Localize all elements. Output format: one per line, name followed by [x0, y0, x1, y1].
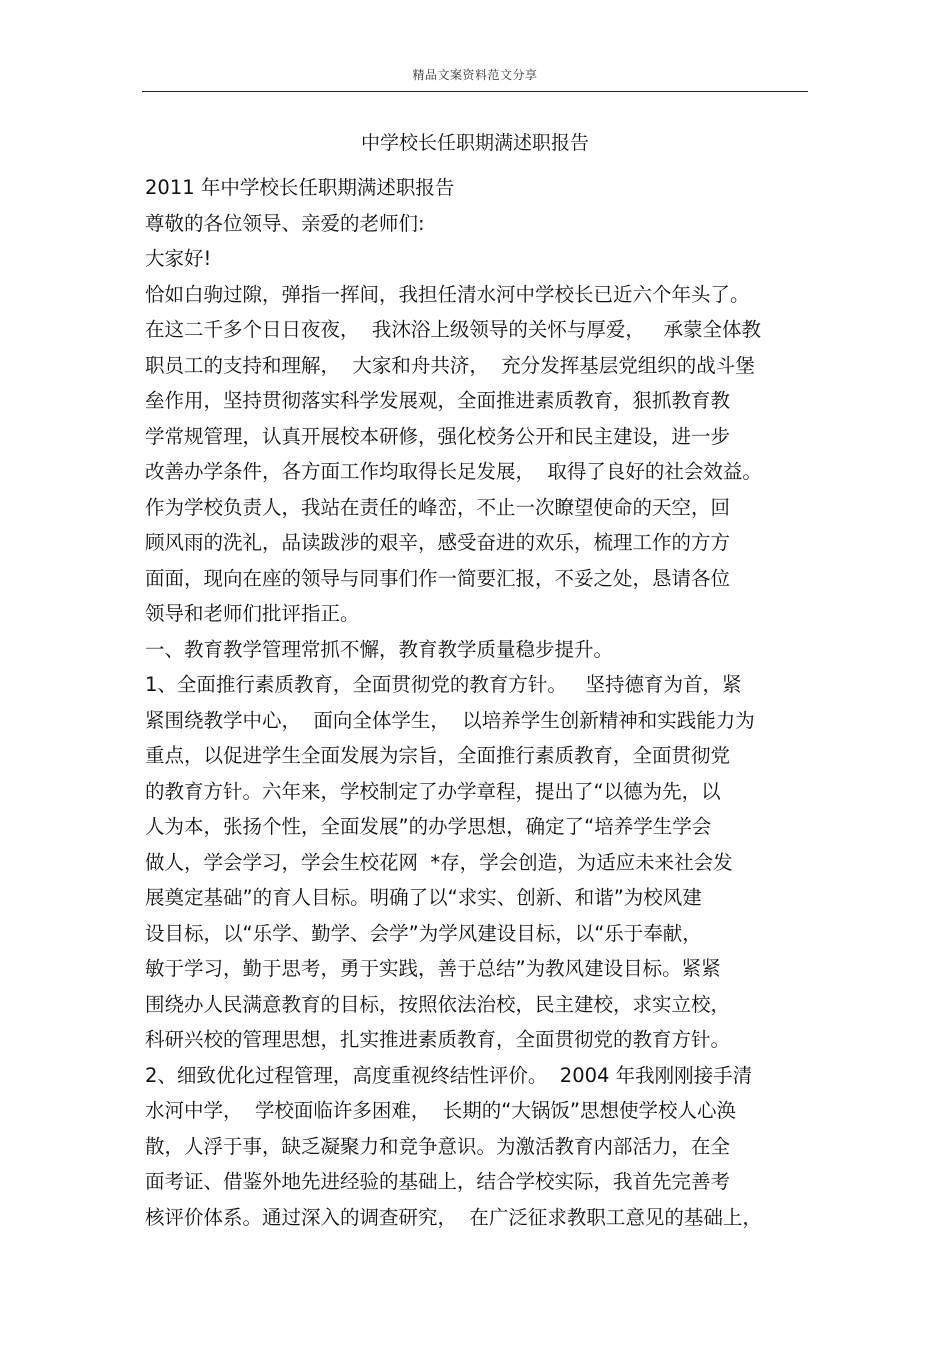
body-line: 面面，现向在座的领导与同事们作一简要汇报，不妥之处，恳请各位: [145, 566, 731, 590]
body-line: 职员工的支持和理解， 大家和舟共济， 充分发挥基层党组织的战斗堡: [145, 353, 755, 377]
header-text: 精品文案资料范文分享: [412, 68, 538, 82]
body-line: 顾风雨的洗礼，品读跋涉的艰辛，感受奋进的欢乐，梳理工作的方方: [145, 531, 731, 554]
body-line: 2011 年中学校长任职期满述职报告: [145, 176, 455, 199]
body-line: 紧围绕教学中心， 面向全体学生， 以培养学生创新精神和实践能力为: [145, 708, 755, 732]
document-body: [145, 170, 805, 1235]
body-line: 人为本，张扬个性，全面发展”的办学思想，确定了“培养学生学会: [145, 815, 712, 838]
body-line: 的教育方针。六年来，学校制定了办学章程，提出了“以德为先，以: [145, 779, 721, 803]
header-divider: [142, 91, 808, 92]
body-line: 作为学校负责人，我站在责任的峰峦，不止一次瞭望使命的天空，回: [145, 495, 731, 519]
body-line: 水河中学， 学校面临许多困难， 长期的“大锅饭”思想使学校人心涣: [145, 1099, 736, 1122]
body-line: 面考证、借鉴外地先进经验的基础上，结合学校实际，我首先完善考: [145, 1170, 731, 1193]
body-line: 恰如白驹过隙，弹指一挥间，我担任清水河中学校长已近六个年头了。: [145, 282, 750, 306]
body-line: 领导和老师们批评指正。: [145, 602, 360, 625]
body-line: 展奠定基础”的育人目标。明确了以“求实、创新、和谐”为校风建: [145, 886, 702, 909]
body-line: 学常规管理，认真开展校本研修，强化校务公开和民主建设，进一步: [145, 424, 731, 448]
body-line: 尊敬的各位领导、亲爱的老师们:: [145, 211, 425, 235]
body-line: 改善办学条件，各方面工作均取得长足发展， 取得了良好的社会效益。: [145, 460, 762, 483]
body-line: 1、全面推行素质教育，全面贯彻党的教育方针。 坚持德育为首，紧: [145, 673, 742, 696]
body-line: 敏于学习，勤于思考，勇于实践，善于总结”为教风建设目标。紧紧: [145, 957, 721, 980]
body-line: 重点，以促进学生全面发展为宗旨，全面推行素质教育，全面贯彻党: [145, 744, 731, 767]
body-line: 一、教育教学管理常抓不懈，教育教学质量稳步提升。: [145, 637, 614, 661]
body-line: 核评价体系。通过深入的调查研究， 在广泛征求教职工意见的基础上，: [145, 1205, 762, 1229]
body-line: 在这二千多个日日夜夜， 我沐浴上级领导的关怀与厚爱， 承蒙全体教: [145, 318, 761, 341]
body-line: 围绕办人民满意教育的目标，按照依法治校，民主建校，求实立校，: [145, 992, 731, 1016]
body-line: 2、细致优化过程管理，高度重视终结性评价。 2004 年我刚刚接手清: [145, 1063, 753, 1087]
body-line: 垒作用，坚持贯彻落实科学发展观，全面推进素质教育，狠抓教育教: [145, 389, 731, 412]
document-title: 中学校长任职期满述职报告: [360, 132, 589, 154]
body-line: 散，人浮于事，缺乏凝聚力和竞争意识。为激活教育内部活力，在全: [145, 1134, 731, 1158]
body-line: 设目标，以“乐学、勤学、会学”为学风建设目标，以“乐于奉献，: [145, 921, 702, 945]
body-line: 做人，学会学习，学会生校花网 *存，学会创造，为适应未来社会发: [145, 850, 733, 874]
body-line: 科研兴校的管理思想，扎实推进素质教育，全面贯彻党的教育方针。: [145, 1028, 731, 1051]
body-line: 大家好!: [145, 247, 212, 270]
